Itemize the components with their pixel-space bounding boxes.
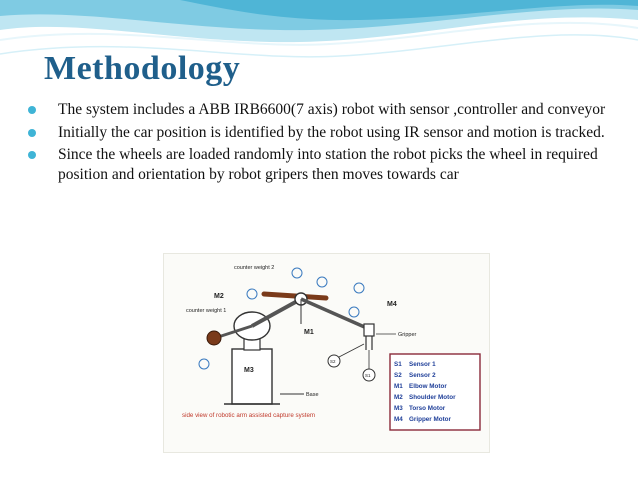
- bullet-item: [28, 100, 608, 120]
- legend-code: M1: [394, 383, 403, 390]
- bullet-dot-icon: [28, 106, 36, 114]
- slide-title: Methodology: [44, 50, 241, 87]
- m1-label: M1: [304, 329, 314, 336]
- gripper-label: Gripper: [398, 332, 417, 338]
- bullet-text: Initially the car position is identified by the robot using IR sensor and motion is tracked.: [58, 123, 605, 141]
- legend-code: S1: [394, 361, 402, 368]
- legend-code: M4: [394, 416, 403, 423]
- legend-code: S2: [394, 372, 402, 379]
- rotation-arrow-icon: [317, 277, 327, 287]
- counter-weight-1-label: counter weight 1: [186, 308, 227, 314]
- s2-label: S2: [330, 359, 336, 364]
- rotation-arrow-icon: [354, 283, 364, 293]
- rotation-arrow-icon: [247, 289, 257, 299]
- s1-label: S1: [365, 373, 371, 378]
- rotation-arrow-icon: [292, 268, 302, 278]
- figure-caption: side view of robotic arm assisted capture system: [182, 412, 316, 419]
- gripper-body: [364, 324, 374, 336]
- torso-column: [232, 349, 272, 404]
- legend-desc: Sensor 2: [409, 372, 436, 379]
- bullet-text: The system includes a ABB IRB6600(7 axis) robot with sensor ,controller and conveyor: [58, 101, 606, 118]
- bullet-text: Since the wheels are loaded randomly into station the robot picks the wheel in required position and orientation by robot gripers then moves towards car: [58, 146, 598, 183]
- base-label: Base: [306, 392, 319, 398]
- m2-label: M2: [214, 293, 224, 300]
- robot-arm-diagram: [163, 253, 490, 453]
- rotation-arrow-icon: [349, 307, 359, 317]
- bullet-item: [28, 145, 608, 184]
- legend-desc: Torso Motor: [409, 405, 446, 412]
- legend-code: M3: [394, 405, 403, 412]
- bullet-list: [28, 100, 608, 187]
- legend-code: M2: [394, 394, 403, 401]
- legend-desc: Gripper Motor: [409, 416, 451, 423]
- bullet-dot-icon: [28, 151, 36, 159]
- legend-desc: Elbow Motor: [409, 383, 447, 390]
- rotation-arrow-icon: [199, 359, 209, 369]
- counter-weight-2-label: counter weight 2: [234, 265, 275, 271]
- bullet-item: [28, 123, 608, 143]
- counterweight-1: [207, 331, 221, 345]
- legend-desc: Sensor 1: [409, 361, 436, 368]
- sensor-2-leader: [339, 344, 364, 357]
- m4-label: M4: [387, 301, 397, 308]
- legend-desc: Shoulder Motor: [409, 394, 456, 401]
- robot-arm-drawing: [164, 254, 489, 452]
- m3-label: M3: [244, 367, 254, 374]
- bullet-dot-icon: [28, 129, 36, 137]
